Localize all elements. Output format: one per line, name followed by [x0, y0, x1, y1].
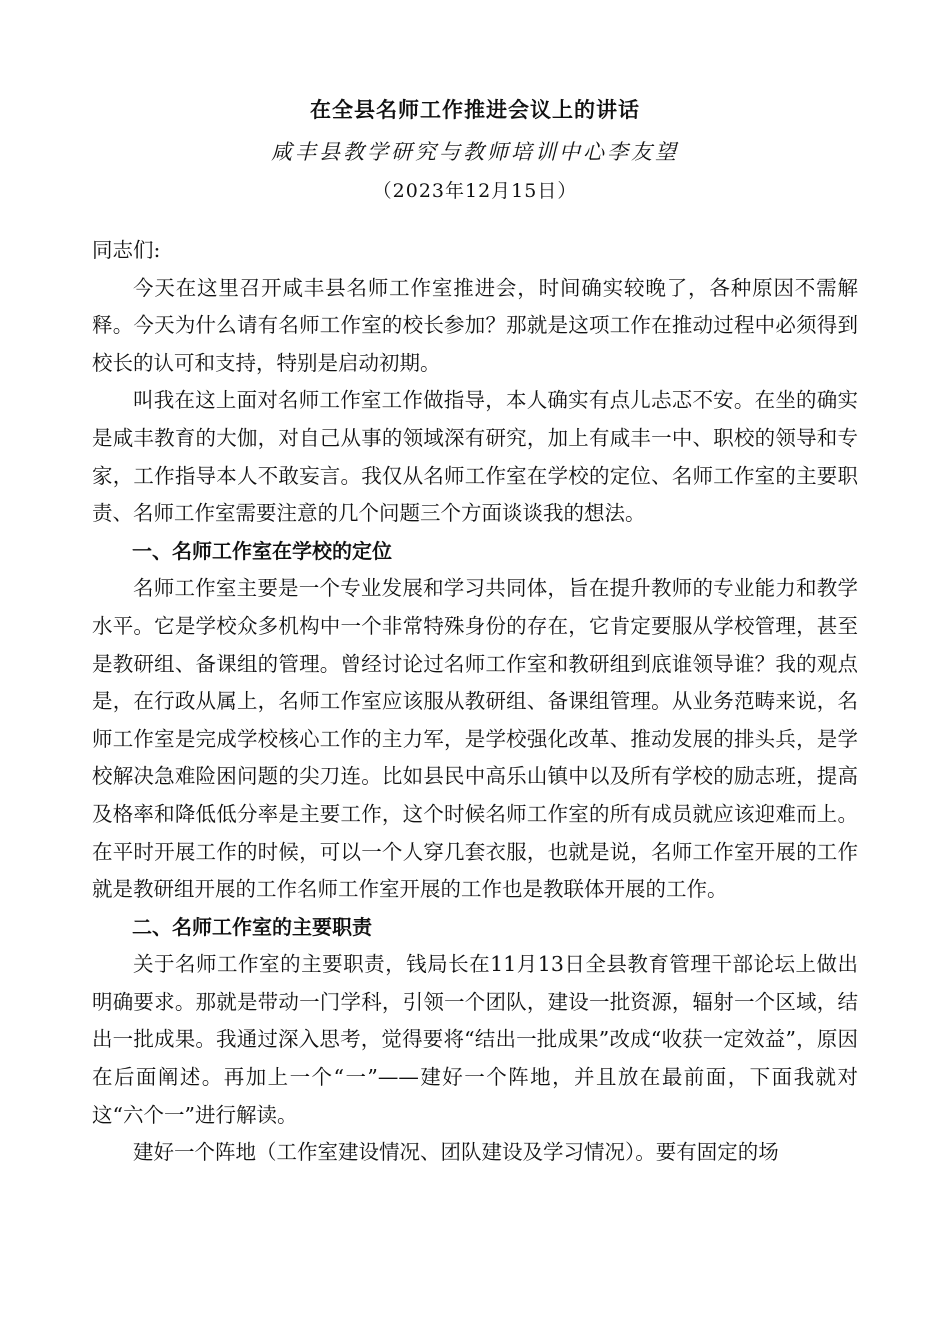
- intro-paragraph-2: 叫我在这上面对名师工作室工作做指导，本人确实有点儿忐忑不安。在坐的确实是咸丰教育的大伽，对自己从事的领域深有研究，加上有咸丰一中、职校的领导和专家，工作指导本人不敢妄言。我仅从名师工作室在学校的定位、名师工作室的主要职责、名师工作室需要注意的几个问题三个方面谈谈我的想法。: [92, 388, 858, 526]
- section-1-heading: 一、名师工作室在学校的定位: [132, 538, 392, 563]
- section-2-paragraph-2: 建好一个阵地（工作室建设情况、团队建设及学习情况）。要有固定的场: [133, 1140, 779, 1165]
- section-2-heading: 二、名师工作室的主要职责: [132, 914, 372, 939]
- section-2-paragraph-1: 关于名师工作室的主要职责，钱局长在11月13日全县教育管理干部论坛上做出明确要求。那就是带动一门学科，引领一个团队，建设一批资源，辐射一个区域，结出一批成果。我通过深入思考，觉得要将“结出一批成果”改成“收获一定效益”，原因在后面阐述。再加上一个“一”——建好一个阵地，并且放在最前面，下面我就对这“六个一”进行解读。: [92, 952, 858, 1127]
- document-date: （2023年12月15日）: [372, 180, 578, 202]
- document-author: 咸丰县教学研究与教师培训中心李友望: [271, 140, 679, 164]
- document-body: [92, 232, 858, 1172]
- intro-paragraph-1: 今天在这里召开咸丰县名师工作室推进会，时间确实较晚了，各种原因不需解释。今天为什么请有名师工作室的校长参加？那就是这项工作在推动过程中必须得到校长的认可和支持，特别是启动初期。: [92, 275, 858, 375]
- section-1-paragraph-1: 名师工作室主要是一个专业发展和学习共同体，旨在提升教师的专业能力和教学水平。它是学校众多机构中一个非常特殊身份的存在，它肯定要服从学校管理，甚至是教研组、备课组的管理。曾经讨论过名师工作室和教研组到底谁领导谁？我的观点是，在行政从属上，名师工作室应该服从教研组、备课组管理。从业务范畴来说，名师工作室是完成学校核心工作的主力军，是学校强化改革、推动发展的排头兵，是学校解决急难险困问题的尖刀连。比如县民中高乐山镇中以及所有学校的励志班，提高及格率和降低低分率是主要工作，这个时候名师工作室的所有成员就应该迎难而上。在平时开展工作的时候，可以一个人穿几套衣服，也就是说，名师工作室开展的工作就是教研组开展的工作名师工作室开展的工作也是教联体开展的工作。: [92, 576, 858, 902]
- greeting: 同志们:: [92, 238, 161, 262]
- document-title: 在全县名师工作推进会议上的讲话: [310, 97, 640, 122]
